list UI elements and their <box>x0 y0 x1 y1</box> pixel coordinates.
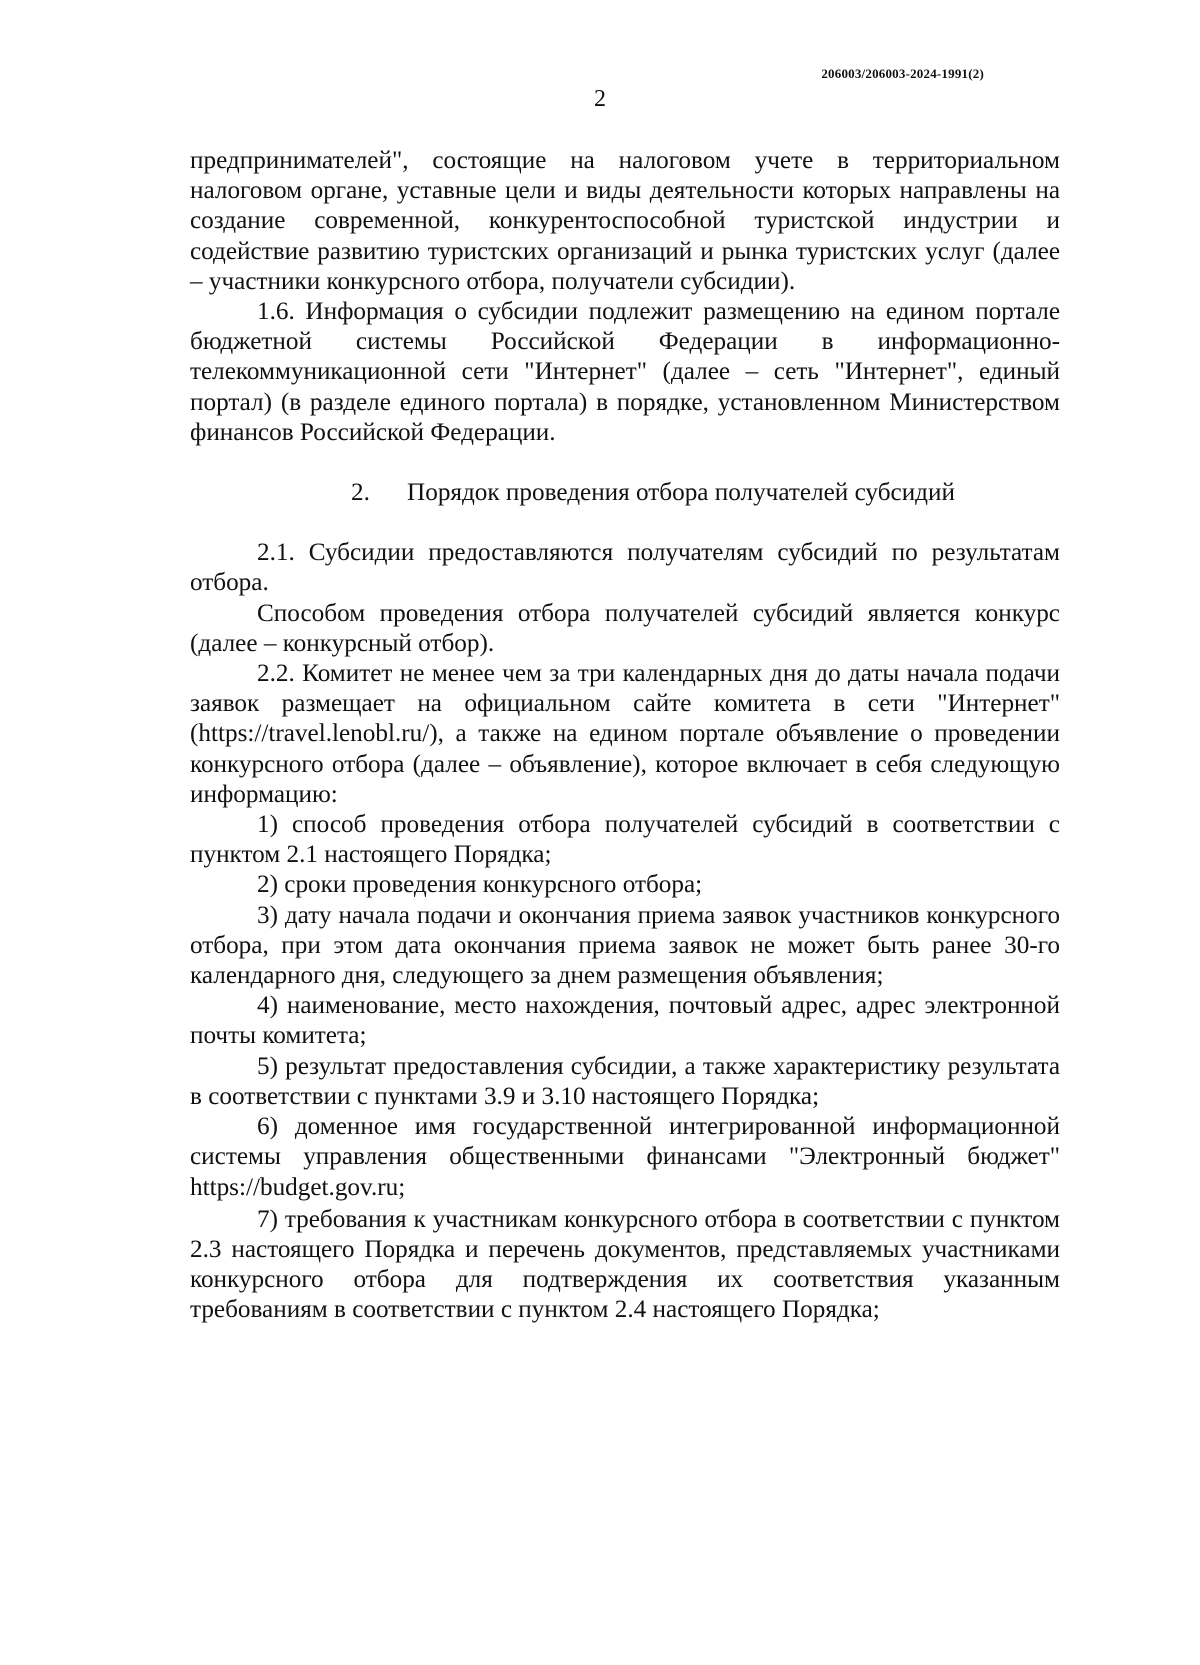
paragraph-1-6: 1.6. Информация о субсидии подлежит размещению на едином портале бюджетной системы Российской Федерации в информационно-телекоммуникационной сети "Интернет" (далее – сеть "Интернет", единый портал) (в разделе единого портала) в порядке, установленном Министерством финансов Российской Федерации. <box>190 298 1060 446</box>
document-id: 206003/206003-2024-1991(2) <box>821 66 984 81</box>
list-item: 3) дату начала подачи и окончания приема заявок участников конкурсного отбора, при этом дата окончания приема заявок не может быть ранее 30-го календарного дня, следующего за днем размещения объявления; <box>190 901 1060 990</box>
paragraph-2-1-method: Способом проведения отбора получателей субсидий является конкурс (далее – конкурсный отбор). <box>190 599 1060 657</box>
section-title: Порядок проведения отбора получателей субсидий <box>407 479 955 507</box>
paragraph-2-1: 2.1. Субсидии предоставляются получателям субсидий по результатам отбора. <box>190 539 1060 597</box>
list-item: 6) доменное имя государственной интегрированной информационной системы управления общественными финансами "Электронный бюджет" https://budget.gov.ru; <box>190 1113 1060 1201</box>
section-heading <box>190 478 1060 508</box>
list-item: 7) требования к участникам конкурсного отбора в соответствии с пунктом 2.3 настоящего Порядка и перечень документов, представляемых участниками конкурсного отбора для подтверждения их соответствия указанным требованиям в соответствии с пунктом 2.4 настоящего Порядка; <box>190 1205 1060 1324</box>
list-item: 1) способ проведения отбора получателей субсидий в соответствии с пунктом 2.1 настоящего Порядка; <box>190 811 1060 869</box>
list-item: 4) наименование, место нахождения, почтовый адрес, адрес электронной почты комитета; <box>190 992 1060 1050</box>
section-number: 2. <box>351 479 370 507</box>
list-item: 5) результат предоставления субсидии, а также характеристику результата в соответствии с пунктами 3.9 и 3.10 настоящего Порядка; <box>190 1052 1060 1110</box>
document-body <box>190 146 1060 1326</box>
paragraph-intro: предпринимателей", состоящие на налоговом учете в территориальном налоговом органе, уставные цели и виды деятельности которых направлены на создание современной, конкурентоспособной туристской индустрии и содействие развитию туристских организаций и рынка туристских услуг (далее – участники конкурсного отбора, получатели субсидии). <box>190 147 1060 295</box>
list-item: 2) сроки проведения конкурсного отбора; <box>257 871 703 899</box>
page-number: 2 <box>594 86 606 112</box>
paragraph-2-2: 2.2. Комитет не менее чем за три календарных дня до даты начала подачи заявок размещает на официальном сайте комитета в сети "Интернет" (https://travel.lenobl.ru/), а также на едином портале объявление о проведении конкурсного отбора (далее – объявление), которое включает в себя следующую информацию: <box>190 660 1060 808</box>
